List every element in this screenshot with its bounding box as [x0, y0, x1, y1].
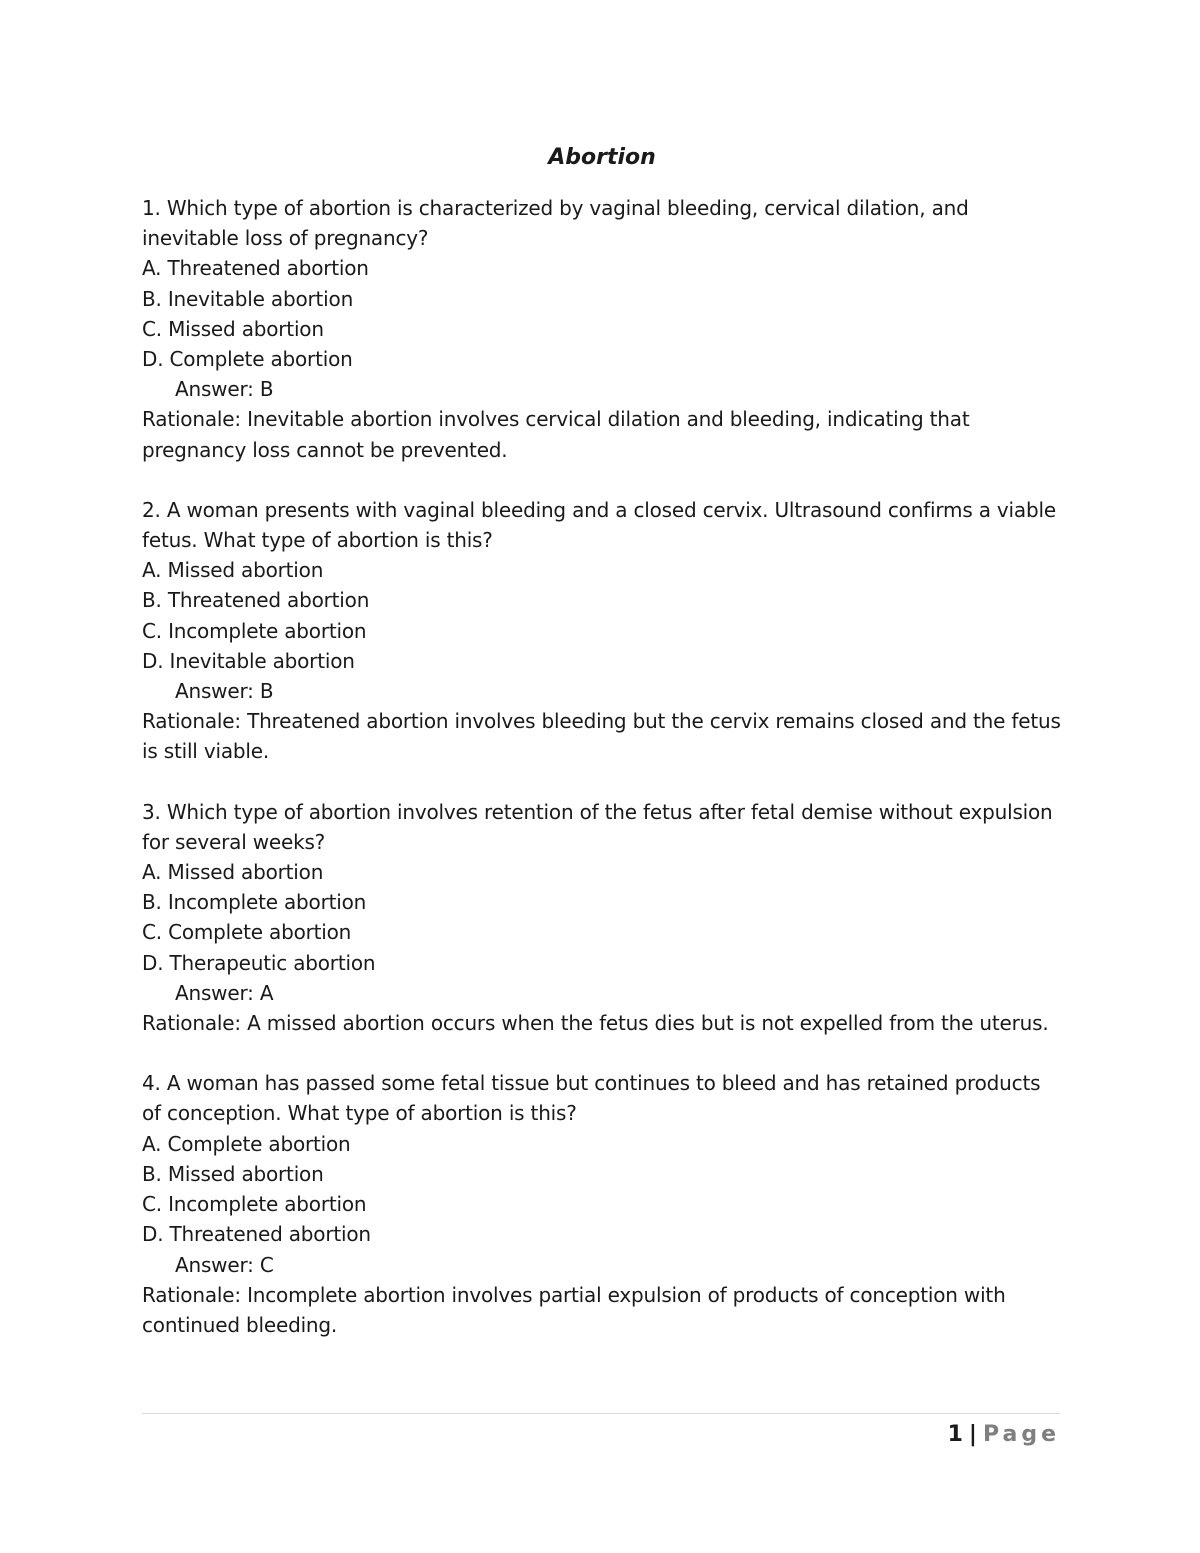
- rationale-line: [142, 1008, 1062, 1038]
- answer-label: Answer:: [175, 377, 254, 402]
- option-a: A. Missed abortion: [142, 860, 324, 885]
- answer-label: Answer:: [175, 1252, 254, 1277]
- option-b: B. Incomplete abortion: [142, 890, 367, 915]
- option-a: A. Complete abortion: [142, 1131, 351, 1156]
- option-d: D. Inevitable abortion: [142, 648, 355, 673]
- question-2: [142, 495, 1062, 767]
- option-c: C. Complete abortion: [142, 920, 352, 945]
- answer-line: [142, 676, 1062, 706]
- answer-label: Answer:: [175, 980, 254, 1005]
- option-c: C. Missed abortion: [142, 316, 324, 341]
- question-stem: 4. A woman has passed some fetal tissue but continues to bleed and has retained products of conception. What type of abortion is this?: [142, 1071, 1041, 1126]
- option-a: A. Missed abortion: [142, 558, 324, 583]
- rationale-line: [142, 404, 1062, 464]
- question-4: [142, 1068, 1062, 1340]
- rationale-text: Inevitable abortion involves cervical dilation and bleeding, indicating that pregnancy loss cannot be prevented.: [142, 407, 970, 462]
- answer-line: [142, 978, 1062, 1008]
- rationale-label: Rationale:: [142, 1282, 241, 1307]
- answer-line: [142, 1250, 1062, 1280]
- answer-value: B: [259, 377, 274, 402]
- option-c: C. Incomplete abortion: [142, 1192, 367, 1217]
- answer-label: Answer:: [175, 679, 254, 704]
- answer-line: [142, 374, 1062, 404]
- question-stem: 3. Which type of abortion involves retention of the fetus after fetal demise without expulsion for several weeks?: [142, 799, 1053, 854]
- question-3: [142, 797, 1062, 1039]
- page-footer: [948, 1420, 1060, 1450]
- option-d: D. Complete abortion: [142, 347, 353, 372]
- question-1: [142, 193, 1062, 465]
- rationale-text: Threatened abortion involves bleeding but the cervix remains closed and the fetus is still viable.: [142, 709, 1061, 764]
- footer-divider: [142, 1413, 1060, 1414]
- question-stem: 2. A woman presents with vaginal bleeding and a closed cervix. Ultrasound confirms a viable fetus. What type of abortion is this?: [142, 497, 1056, 553]
- rationale-text: Incomplete abortion involves partial expulsion of products of conception with continued bleeding.: [142, 1282, 1006, 1337]
- rationale-label: Rationale:: [142, 407, 241, 432]
- option-b: B. Inevitable abortion: [142, 286, 354, 311]
- answer-value: A: [259, 980, 274, 1005]
- rationale-line: [142, 706, 1062, 766]
- page-label: Page: [982, 1422, 1060, 1447]
- option-b: B. Missed abortion: [142, 1161, 324, 1186]
- option-c: C. Incomplete abortion: [142, 618, 367, 643]
- question-list: [142, 193, 1062, 1370]
- rationale-label: Rationale:: [142, 709, 241, 734]
- document-page: [142, 0, 1062, 1553]
- option-d: D. Therapeutic abortion: [142, 950, 376, 975]
- rationale-line: [142, 1280, 1062, 1340]
- option-d: D. Threatened abortion: [142, 1222, 371, 1247]
- option-a: A. Threatened abortion: [142, 256, 369, 281]
- answer-value: B: [259, 679, 274, 704]
- rationale-label: Rationale:: [142, 1011, 241, 1036]
- question-stem: 1. Which type of abortion is characterized by vaginal bleeding, cervical dilation, and inevitable loss of pregnancy?: [142, 196, 969, 251]
- document-title: Abortion: [548, 145, 656, 170]
- page-separator: |: [968, 1422, 977, 1447]
- page-number: 1: [947, 1422, 963, 1447]
- rationale-text: A missed abortion occurs when the fetus dies but is not expelled from the uterus.: [247, 1011, 1049, 1036]
- option-b: B. Threatened abortion: [142, 588, 370, 613]
- answer-value: C: [259, 1252, 274, 1277]
